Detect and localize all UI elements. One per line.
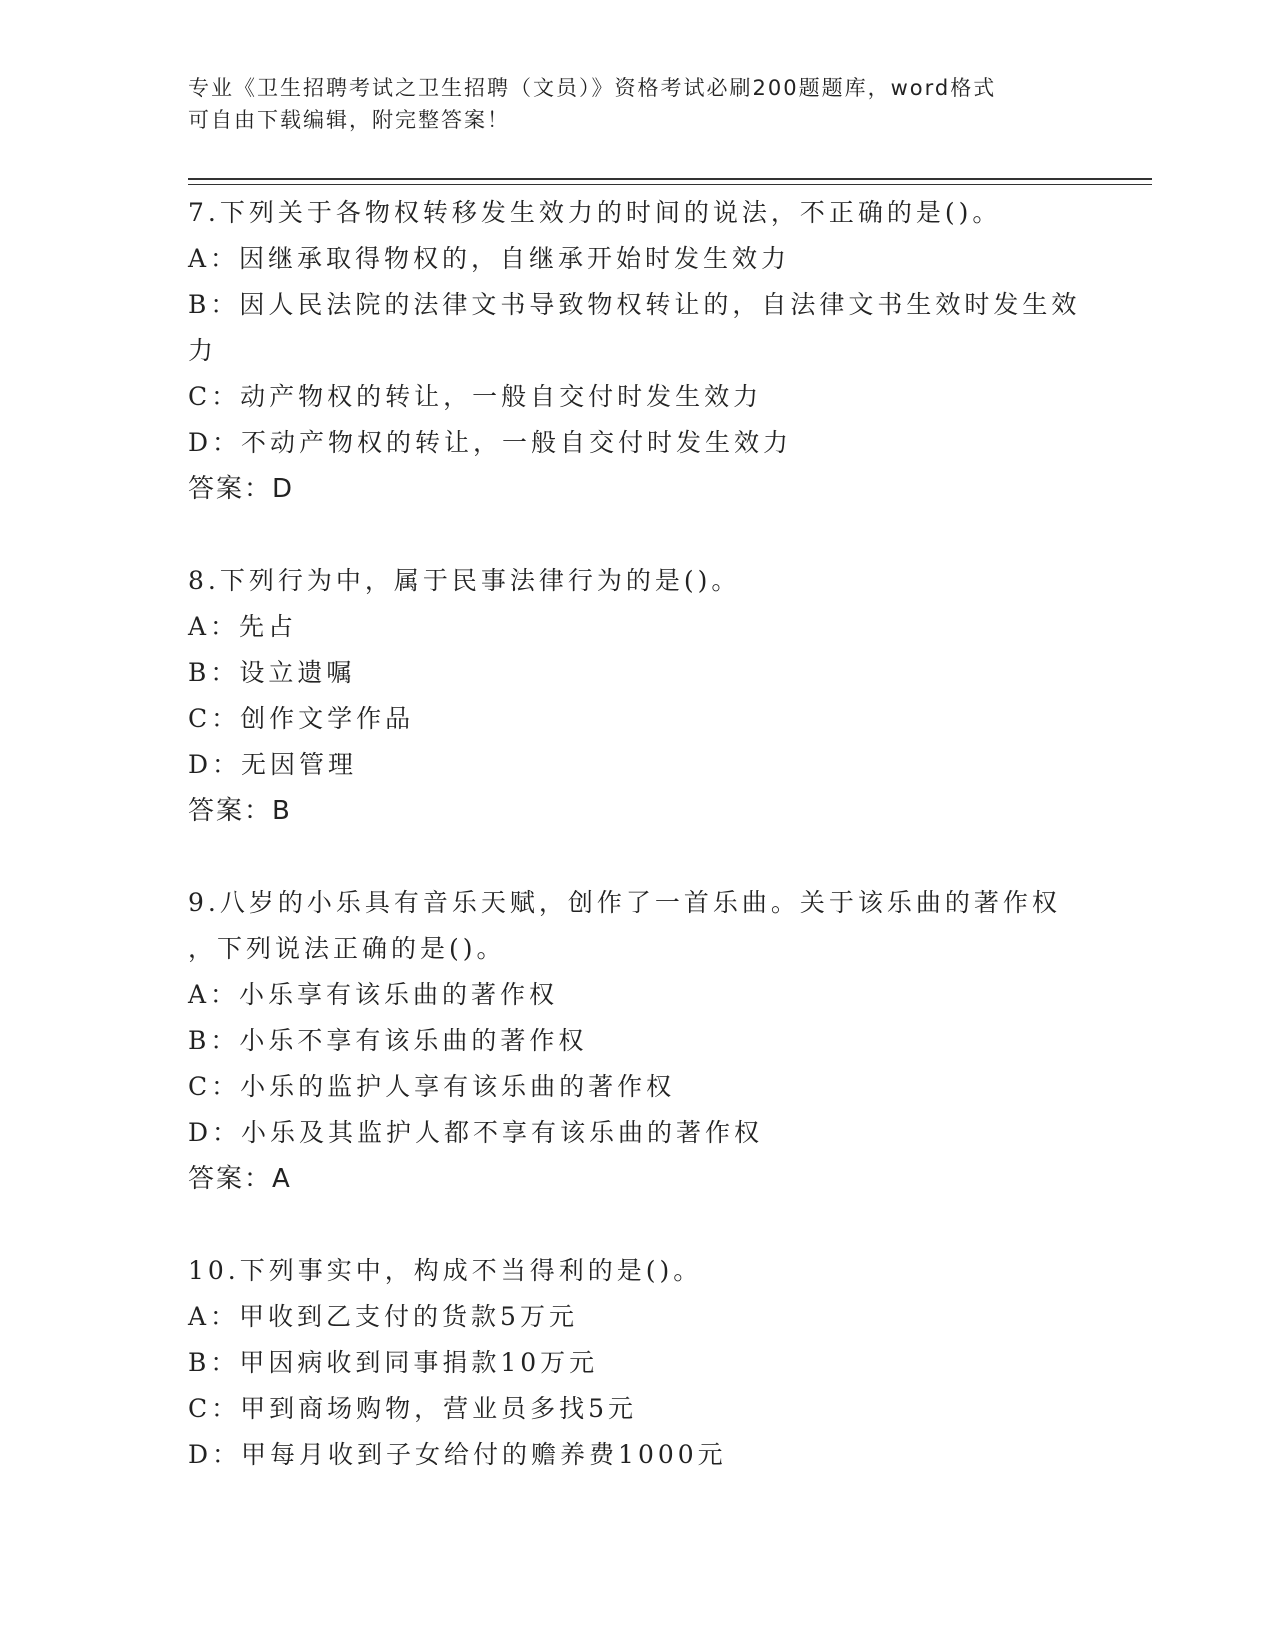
option-c: C：甲到商场购物，营业员多找5元 [188,1394,638,1423]
option-a: A：小乐享有该乐曲的著作权 [188,980,559,1009]
question-stem: ，下列说法正确的是()。 [188,934,506,963]
question-spacer [188,512,1088,558]
question-stem: 9.八岁的小乐具有音乐天赋，创作了一首乐曲。关于该乐曲的著作权 [188,888,1061,917]
document-header [188,72,1088,136]
option-d: D：无因管理 [188,750,358,779]
option-b: B：设立遗嘱 [188,658,356,687]
option-b: B：小乐不享有该乐曲的著作权 [188,1026,588,1055]
answer-key: 答案：A [188,1164,292,1194]
question-list [188,190,1088,1478]
header-divider-thin [188,184,1152,185]
question-spacer [188,834,1088,880]
option-d: D：不动产物权的转让，一般自交付时发生效力 [188,428,793,457]
question-block [188,558,1088,834]
option-a: A：甲收到乙支付的货款5万元 [188,1302,578,1331]
answer-key: 答案：B [188,796,292,826]
question-spacer [188,1202,1088,1248]
option-a: A：因继承取得物权的，自继承开始时发生效力 [188,244,791,273]
option-c: C：小乐的监护人享有该乐曲的著作权 [188,1072,676,1101]
option-b: 力 [188,336,218,365]
option-d: D：甲每月收到子女给付的赡养费1000元 [188,1440,727,1469]
question-stem: 8.下列行为中，属于民事法律行为的是()。 [188,566,741,595]
option-a: A：先占 [188,612,298,641]
option-c: C：动产物权的转让，一般自交付时发生效力 [188,382,763,411]
option-b: B：甲因病收到同事捐款10万元 [188,1348,599,1377]
header-divider-thick [188,178,1152,180]
option-c: C：创作文学作品 [188,704,415,733]
question-stem: 10.下列事实中，构成不当得利的是()。 [188,1256,703,1285]
question-block [188,190,1088,512]
header-line-1: 专业《卫生招聘考试之卫生招聘（文员）》资格考试必刷200题题库，word格式 [188,76,997,100]
option-d: D：小乐及其监护人都不享有该乐曲的著作权 [188,1118,764,1147]
header-line-2: 可自由下载编辑，附完整答案！ [188,108,510,132]
question-block [188,880,1088,1202]
question-block [188,1248,1088,1478]
question-stem: 7.下列关于各物权转移发生效力的时间的说法，不正确的是()。 [188,198,1002,227]
answer-key: 答案：D [188,474,295,504]
option-b: B：因人民法院的法律文书导致物权转让的，自法律文书生效时发生效 [188,290,1081,319]
